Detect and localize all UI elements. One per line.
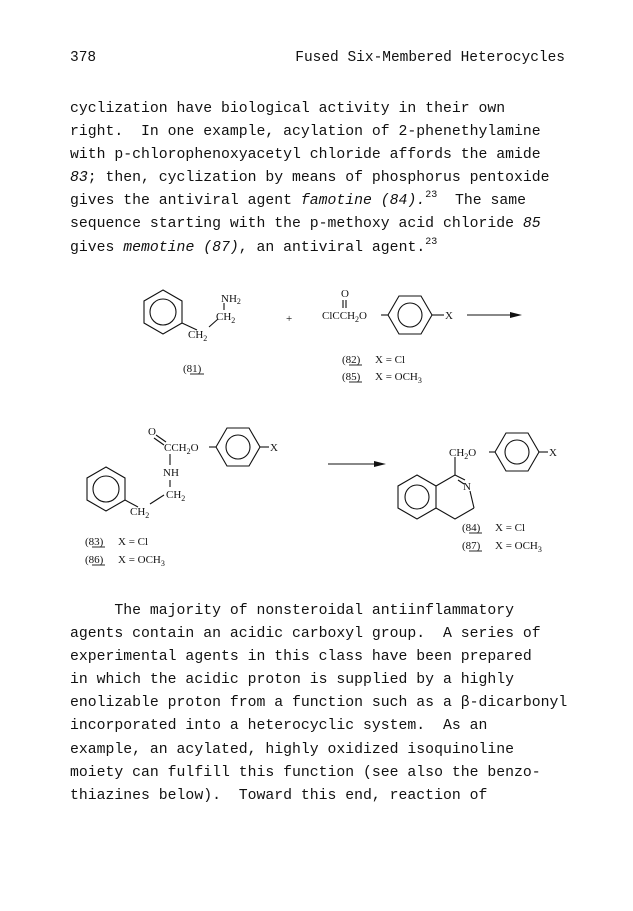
arrow-head (510, 312, 522, 318)
carbonyl-oxygen: O (148, 426, 156, 438)
text-line: with p-chlorophenoxyacetyl chloride affords the amide (70, 147, 541, 164)
text-line: cyclization have biological activity in their own (70, 101, 506, 117)
benzene-ring (388, 296, 432, 334)
text-line (70, 190, 590, 213)
paragraph-1 (70, 98, 590, 260)
ring-nitrogen: N (463, 481, 471, 493)
citation-ref: 23 (425, 190, 438, 202)
aromatic-circle (505, 440, 529, 464)
compound-82-structure (322, 288, 453, 385)
ch2-group: $CH_2$ (188, 329, 208, 343)
substituent-82: X = Cl (375, 354, 406, 366)
dihydro-ring (436, 508, 474, 519)
ch2o-group: $CH_2O$ (449, 447, 477, 461)
text-line: enolizable proton from a function such as a β-dicarbonyl (70, 695, 568, 712)
text-line: The majority of nonsteroidal antiinflammatory (70, 603, 514, 619)
substituent-83: X = Cl (118, 536, 149, 548)
compound-ref-85: 85 (522, 216, 541, 233)
nh-group: NH (163, 467, 179, 479)
text-segment: ; then, cyclization by means of phosphorus pentoxide (87, 170, 550, 187)
benzene-ring (216, 428, 260, 466)
benzene-ring (495, 433, 539, 471)
page-number: 378 (70, 50, 97, 66)
substituent-85: $X = OCH_3$ (375, 371, 422, 385)
bond (470, 491, 474, 508)
compound-label-82: (82) (342, 354, 361, 366)
text-segment: gives (70, 239, 124, 256)
x-substituent: X (445, 310, 453, 322)
text-line: agents contain an acidic carboxyl group. A series of (70, 626, 541, 643)
text-line (70, 213, 590, 236)
compound-81-structure (144, 290, 241, 375)
aromatic-circle (398, 303, 422, 327)
compound-label-86: (86) (85, 554, 104, 566)
compound-label-81: (81) (183, 363, 202, 375)
compound-ref-84: (84). (371, 193, 426, 210)
amide-group: $CCH_2O$ (164, 442, 199, 456)
text-line: in which the acidic proton is supplied by a highly (70, 672, 514, 689)
compound-ref-87: (87) (194, 239, 239, 256)
bond (150, 495, 164, 504)
drug-name-famotine: famotine (300, 193, 372, 210)
citation-ref: 23 (425, 236, 438, 248)
carbonyl-oxygen: O (341, 288, 349, 300)
x-substituent: X (549, 447, 557, 459)
nh2-group: NH2 (221, 293, 241, 306)
substituent-87: $X = OCH_3$ (495, 540, 542, 554)
ch2-group: $CH_2$ (130, 506, 150, 520)
drug-name-memotine: memotine (123, 239, 195, 256)
running-title: Fused Six-Membered Heterocycles (295, 50, 565, 66)
reaction-scheme (0, 275, 633, 575)
benzene-ring (398, 475, 436, 519)
text-line: example, an acylated, highly oxidized isoquinoline (70, 741, 514, 758)
compound-label-84: (84) (462, 522, 481, 534)
compound-label-85: (85) (342, 371, 361, 383)
dihydro-ring (436, 475, 465, 486)
substituent-84: X = Cl (495, 522, 526, 534)
text-segment: , an antiviral agent. (238, 239, 426, 256)
text-segment: sequence starting with the p-methoxy acid chloride (70, 216, 523, 233)
text-line: incorporated into a heterocyclic system. As an (70, 718, 488, 735)
ch2-group: $CH_2$ (216, 311, 236, 325)
text-line: experimental agents in this class have been prepared (70, 649, 532, 666)
compound-label-83: (83) (85, 536, 104, 548)
compound-83-structure (85, 426, 278, 568)
text-line: thiazines below). Toward this end, reaction of (70, 787, 488, 804)
paragraph-2 (70, 600, 590, 808)
acid-chloride-group: ClCCH$_2$O (322, 310, 367, 324)
compound-84-structure (398, 433, 557, 554)
substituent-86: $X = OCH_3$ (118, 554, 165, 568)
text-line: moiety can fulfill this function (see also the benzo- (70, 764, 541, 781)
ch2-group: $CH_2$ (166, 489, 186, 503)
text-segment: The same (437, 193, 527, 210)
text-line (70, 167, 590, 190)
text-line: right. In one example, acylation of 2-phenethylamine (70, 124, 541, 141)
plus-sign: + (286, 313, 293, 325)
text-segment: gives the antiviral agent (70, 193, 301, 210)
aromatic-circle (93, 476, 119, 502)
aromatic-circle (150, 299, 176, 325)
arrow-head (374, 461, 386, 467)
aromatic-circle (405, 485, 429, 509)
x-substituent: X (270, 442, 278, 454)
compound-label-87: (87) (462, 540, 481, 552)
aromatic-circle (226, 435, 250, 459)
compound-ref-83: 83 (70, 170, 88, 187)
text-line (70, 237, 590, 260)
